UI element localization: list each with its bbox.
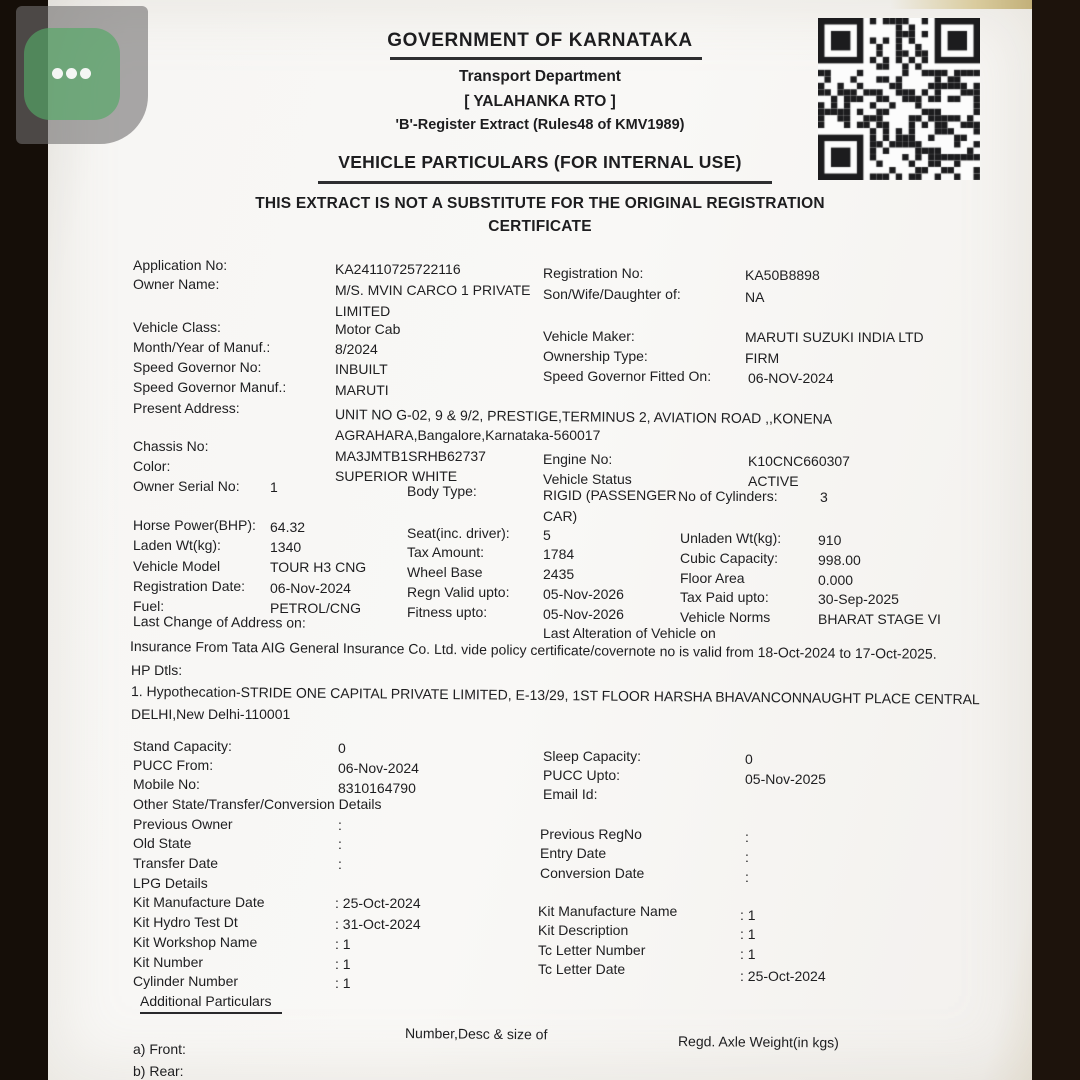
speed-governor-no-label: Speed Governor No: (133, 359, 262, 375)
pucc-upto-label: PUCC Upto: (543, 767, 621, 783)
doc-department: Transport Department (459, 68, 621, 85)
previous-regno-value: : (745, 829, 749, 845)
tc-letter-date-value: : 25-Oct-2024 (740, 968, 826, 984)
cylinder-number-label: Cylinder Number (133, 973, 239, 989)
speed-governor-fitted-value: 06-NOV-2024 (748, 370, 834, 386)
lpg-details-label: LPG Details (133, 875, 208, 891)
kit-workshop-name-label: Kit Workshop Name (133, 934, 258, 950)
no-of-cylinders-label: No of Cylinders: (678, 488, 778, 504)
tax-paid-upto-label: Tax Paid upto: (680, 589, 769, 605)
insurance-line: Insurance From Tata AIG General Insurance Co. Ltd. vide policy certificate/covernote no is valid from 18-Oct-2024 to 17-Oct-2025. (129, 638, 937, 662)
tax-amount-value: 1784 (543, 546, 575, 562)
ownership-type-label: Ownership Type: (543, 348, 648, 364)
previous-owner-value: : (338, 817, 342, 833)
entry-date-value: : (745, 849, 749, 865)
other-state-header: Other State/Transfer/Conversion Details (133, 796, 382, 812)
vehicle-status-label: Vehicle Status (543, 471, 632, 487)
owner-name-value-line2: LIMITED (335, 303, 391, 319)
fuel-value: PETROL/CNG (270, 600, 362, 616)
ownership-type-value: FIRM (745, 350, 780, 366)
previous-regno-label: Previous RegNo (540, 826, 642, 842)
laden-wt-label: Laden Wt(kg): (133, 537, 221, 553)
present-address-value-line1: UNIT NO G-02, 9 & 9/2, PRESTIGE,TERMINUS 2, AVIATION ROAD ,,KONENA (334, 406, 833, 427)
doc-rto: [ YALAHANKA RTO ] (464, 93, 616, 110)
sleep-capacity-value: 0 (745, 751, 753, 767)
photo-backdrop-left (0, 0, 48, 1080)
last-change-address-label: Last Change of Address on: (132, 613, 306, 631)
email-id-label: Email Id: (543, 786, 598, 802)
seat-label: Seat(inc. driver): (407, 525, 510, 541)
floating-menu-button[interactable] (24, 28, 120, 120)
speed-governor-manuf-value: MARUTI (335, 382, 389, 398)
old-state-value: : (338, 836, 342, 852)
fitness-upto-value: 05-Nov-2026 (543, 606, 624, 622)
present-address-label: Present Address: (133, 400, 240, 416)
no-of-cylinders-value: 3 (820, 489, 828, 505)
vehicle-norms-value: BHARAT STAGE VI (818, 611, 941, 627)
additional-particulars-heading: Additional Particulars (140, 994, 282, 1014)
kit-description-value: : 1 (740, 926, 756, 942)
vehicle-class-label: Vehicle Class: (133, 319, 221, 335)
pucc-upto-value: 05-Nov-2025 (745, 771, 826, 787)
kit-number-value: : 1 (335, 956, 351, 972)
qr-code (818, 18, 980, 180)
tax-paid-upto-value: 30-Sep-2025 (818, 591, 899, 607)
transfer-date-value: : (338, 856, 342, 872)
body-type-value-line2: CAR) (543, 508, 578, 524)
vehicle-model-value: TOUR H3 CNG (270, 559, 367, 575)
month-year-manuf-label: Month/Year of Manuf.: (133, 339, 271, 355)
son-wife-daughter-value: NA (745, 289, 765, 305)
ellipsis-icon (24, 28, 120, 120)
wheel-base-value: 2435 (543, 566, 575, 582)
hp-dtls-line2: DELHI,New Delhi-110001 (131, 706, 291, 722)
month-year-manuf-value: 8/2024 (335, 341, 378, 357)
speed-governor-manuf-label: Speed Governor Manuf.: (133, 379, 287, 395)
registration-no-label: Registration No: (543, 265, 644, 281)
speed-governor-fitted-label: Speed Governor Fitted On: (543, 368, 712, 384)
unladen-wt-label: Unladen Wt(kg): (680, 530, 782, 546)
doc-title: GOVERNMENT OF KARNATAKA (387, 30, 693, 51)
son-wife-daughter-label: Son/Wife/Daughter of: (543, 286, 681, 302)
page-edge-highlight (890, 0, 1032, 9)
engine-no-label: Engine No: (543, 451, 613, 467)
entry-date-label: Entry Date (540, 845, 607, 861)
tax-amount-label: Tax Amount: (407, 544, 485, 560)
vehicle-status-value: ACTIVE (748, 473, 799, 489)
mobile-no-value: 8310164790 (338, 780, 416, 796)
title-underline (390, 57, 702, 60)
regn-valid-upto-value: 05-Nov-2026 (543, 586, 624, 602)
doc-notice-line1: THIS EXTRACT IS NOT A SUBSTITUTE FOR THE ORIGINAL REGISTRATION (255, 195, 825, 212)
wheel-base-label: Wheel Base (407, 564, 483, 580)
tc-letter-date-label: Tc Letter Date (538, 961, 626, 977)
doc-subtitle: VEHICLE PARTICULARS (FOR INTERNAL USE) (338, 152, 742, 172)
mobile-no-label: Mobile No: (133, 776, 200, 792)
cubic-capacity-value: 998.00 (818, 552, 861, 568)
last-alteration-label: Last Alteration of Vehicle on (543, 625, 716, 641)
registration-date-label: Registration Date: (133, 578, 246, 594)
owner-name-label: Owner Name: (133, 276, 220, 292)
vehicle-model-label: Vehicle Model (133, 558, 221, 574)
cubic-capacity-label: Cubic Capacity: (680, 550, 779, 566)
pucc-from-label: PUCC From: (133, 757, 214, 773)
sleep-capacity-label: Sleep Capacity: (543, 748, 642, 764)
laden-wt-value: 1340 (270, 539, 302, 555)
kit-hydro-test-value: : 31-Oct-2024 (335, 916, 421, 932)
previous-owner-label: Previous Owner (133, 816, 233, 832)
rear-label: b) Rear: (133, 1063, 184, 1079)
pucc-from-value: 06-Nov-2024 (338, 760, 419, 776)
kit-manufacture-name-label: Kit Manufacture Name (538, 903, 678, 919)
regd-axle-weight-heading: Regd. Axle Weight(in kgs) (677, 1033, 839, 1051)
color-label: Color: (133, 458, 171, 474)
old-state-label: Old State (133, 835, 192, 851)
vehicle-norms-label: Vehicle Norms (680, 609, 771, 625)
vehicle-class-value: Motor Cab (335, 321, 401, 337)
floor-area-value: 0.000 (818, 572, 854, 588)
tc-letter-number-value: : 1 (740, 946, 756, 962)
fitness-upto-label: Fitness upto: (407, 604, 488, 620)
tc-letter-number-label: Tc Letter Number (538, 942, 646, 958)
owner-serial-no-label: Owner Serial No: (133, 478, 240, 494)
stand-capacity-label: Stand Capacity: (133, 738, 232, 754)
conversion-date-label: Conversion Date (540, 865, 645, 881)
hp-dtls-label: HP Dtls: (131, 662, 183, 678)
engine-no-value: K10CNC660307 (748, 453, 850, 469)
owner-serial-no-value: 1 (270, 479, 278, 495)
kit-hydro-test-label: Kit Hydro Test Dt (133, 914, 238, 930)
speed-governor-no-value: INBUILT (335, 361, 388, 377)
registration-date-value: 06-Nov-2024 (270, 580, 351, 596)
conversion-date-value: : (745, 869, 749, 885)
chassis-no-label: Chassis No: (133, 438, 209, 454)
vehicle-maker-label: Vehicle Maker: (543, 328, 635, 344)
seat-value: 5 (543, 527, 551, 543)
body-type-value-line1: RIGID (PASSENGER (543, 487, 677, 503)
application-no-label: Application No: (133, 257, 228, 273)
front-label: a) Front: (133, 1041, 186, 1057)
transfer-date-label: Transfer Date (133, 855, 219, 871)
regn-valid-upto-label: Regn Valid upto: (407, 584, 510, 600)
color-value: SUPERIOR WHITE (335, 468, 458, 484)
registration-no-value: KA50B8898 (745, 267, 820, 283)
stand-capacity-value: 0 (338, 740, 346, 756)
photo-backdrop-right (1032, 0, 1080, 1080)
kit-workshop-name-value: : 1 (335, 936, 351, 952)
hp-dtls-line1: 1. Hypothecation-STRIDE ONE CAPITAL PRIVATE LIMITED, E-13/29, 1ST FLOOR HARSHA BHAVANCONNAUGHT PLACE CENTRAL (130, 683, 980, 708)
kit-manufacture-name-value: : 1 (740, 907, 756, 923)
kit-manufacture-date-label: Kit Manufacture Date (133, 894, 265, 910)
application-no-value: KA24110725722116 (335, 261, 461, 277)
kit-description-label: Kit Description (538, 922, 629, 938)
owner-name-value-line1: M/S. MVIN CARCO 1 PRIVATE (335, 282, 531, 298)
kit-manufacture-date-value: : 25-Oct-2024 (335, 895, 421, 911)
floor-area-label: Floor Area (680, 570, 745, 586)
present-address-value-line2: AGRAHARA,Bangalore,Karnataka-560017 (335, 427, 601, 443)
unladen-wt-value: 910 (818, 532, 842, 548)
fuel-label: Fuel: (133, 598, 165, 614)
horse-power-value: 64.32 (270, 519, 306, 535)
number-desc-size-heading: Number,Desc & size of (404, 1025, 548, 1043)
body-type-label: Body Type: (407, 483, 477, 499)
horse-power-label: Horse Power(BHP): (133, 517, 256, 533)
vehicle-maker-value: MARUTI SUZUKI INDIA LTD (745, 329, 924, 345)
doc-extract-type: 'B'-Register Extract (Rules48 of KMV1989) (395, 117, 685, 133)
chassis-no-value: MA3JMTB1SRHB62737 (335, 448, 486, 464)
kit-number-label: Kit Number (133, 954, 204, 970)
doc-notice-line2: CERTIFICATE (488, 218, 592, 235)
subtitle-underline (318, 181, 772, 184)
cylinder-number-value: : 1 (335, 975, 351, 991)
